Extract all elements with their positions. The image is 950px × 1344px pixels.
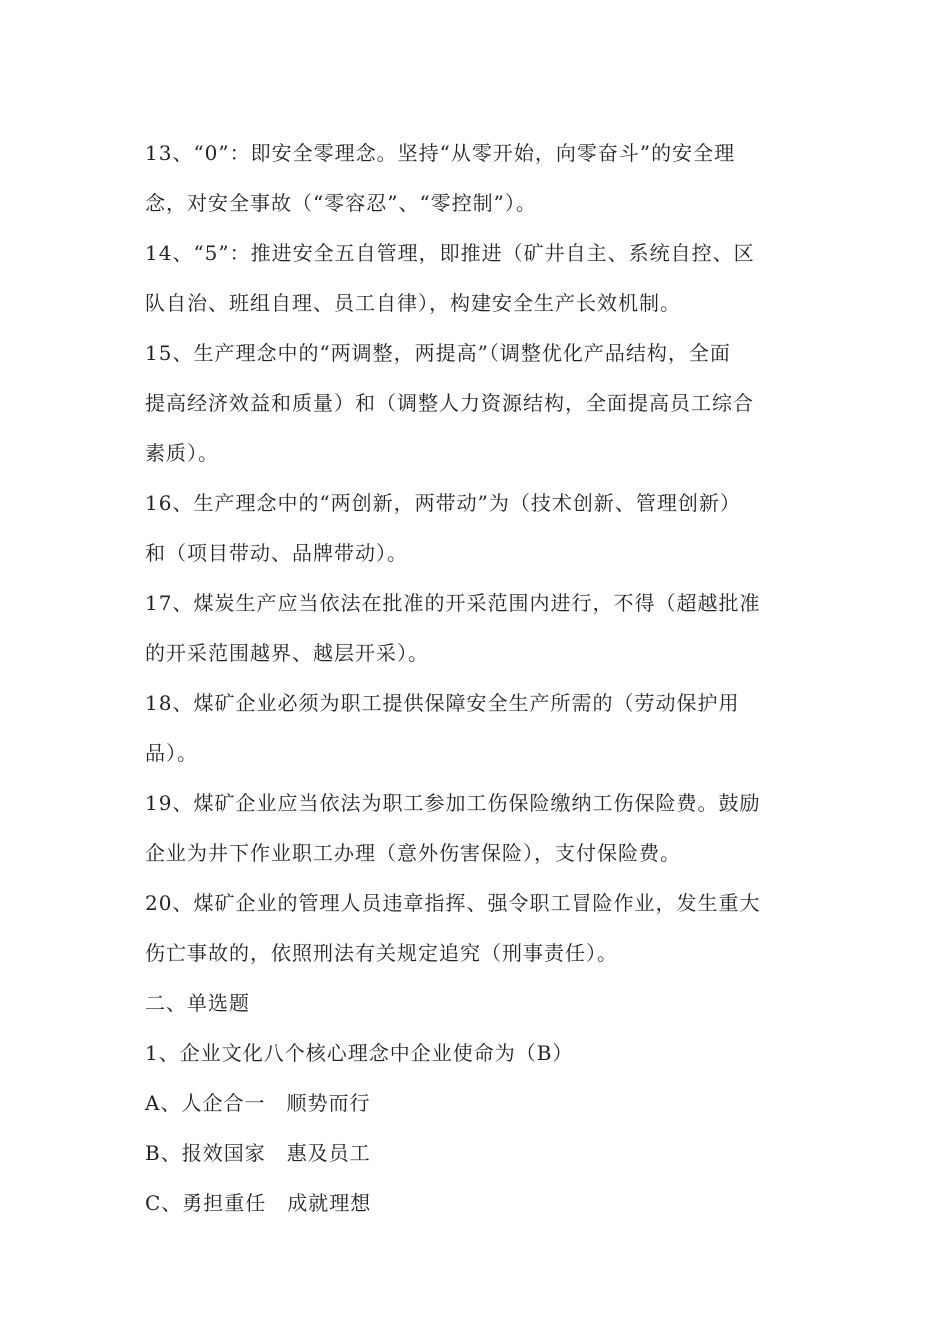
- item-18-line-1: 18、煤矿企业必须为职工提供保障安全生产所需的（劳动保护用: [145, 691, 740, 715]
- item-13-line-1: 13、“0”：即安全零理念。坚持“从零开始，向零奋斗”的安全理: [145, 141, 736, 165]
- item-15-line-1: 15、生产理念中的“两调整，两提高”（调整优化产品结构，全面: [145, 341, 731, 365]
- option-c: C、勇担重任 成就理想: [145, 1191, 372, 1215]
- item-19-line-2: 企业为井下作业职工办理（意外伤害保险），支付保险费。: [145, 841, 681, 865]
- item-16-line-2: 和（项目带动、品牌带动）。: [145, 541, 408, 565]
- option-a: A、人企合一 顺势而行: [145, 1091, 371, 1115]
- item-14-line-1: 14、“5”：推进安全五自管理，即推进（矿井自主、系统自控、区: [145, 241, 755, 265]
- item-15-line-2: 提高经济效益和质量）和（调整人力资源结构，全面提高员工综合: [145, 391, 754, 415]
- question-1: 1、企业文化八个核心理念中企业使命为（B）: [145, 1041, 574, 1065]
- document-body: [145, 128, 810, 1228]
- item-20-line-1: 20、煤矿企业的管理人员违章指挥、强令职工冒险作业，发生重大: [145, 891, 761, 915]
- item-16-line-1: 16、生产理念中的“两创新，两带动”为（技术创新、管理创新）: [145, 491, 741, 515]
- item-15-line-3: 素质）。: [145, 441, 219, 465]
- item-17-line-1: 17、煤炭生产应当依法在批准的开采范围内进行，不得（超越批准: [145, 591, 761, 615]
- item-13-line-2: 念，对安全事故（“零容忍”、“零控制”）。: [145, 191, 537, 215]
- section-heading: 二、单选题: [145, 991, 250, 1015]
- item-17-line-2: 的开采范围越界、越层开采）。: [145, 641, 429, 665]
- item-18-line-2: 品）。: [145, 741, 198, 765]
- item-19-line-1: 19、煤矿企业应当依法为职工参加工伤保险缴纳工伤保险费。鼓励: [145, 791, 761, 815]
- item-14-line-2: 队自治、班组自理、员工自律），构建安全生产长效机制。: [145, 291, 681, 315]
- item-20-line-2: 伤亡事故的，依照刑法有关规定追究（刑事责任）。: [145, 941, 618, 965]
- option-b: B、报效国家 惠及员工: [145, 1141, 371, 1165]
